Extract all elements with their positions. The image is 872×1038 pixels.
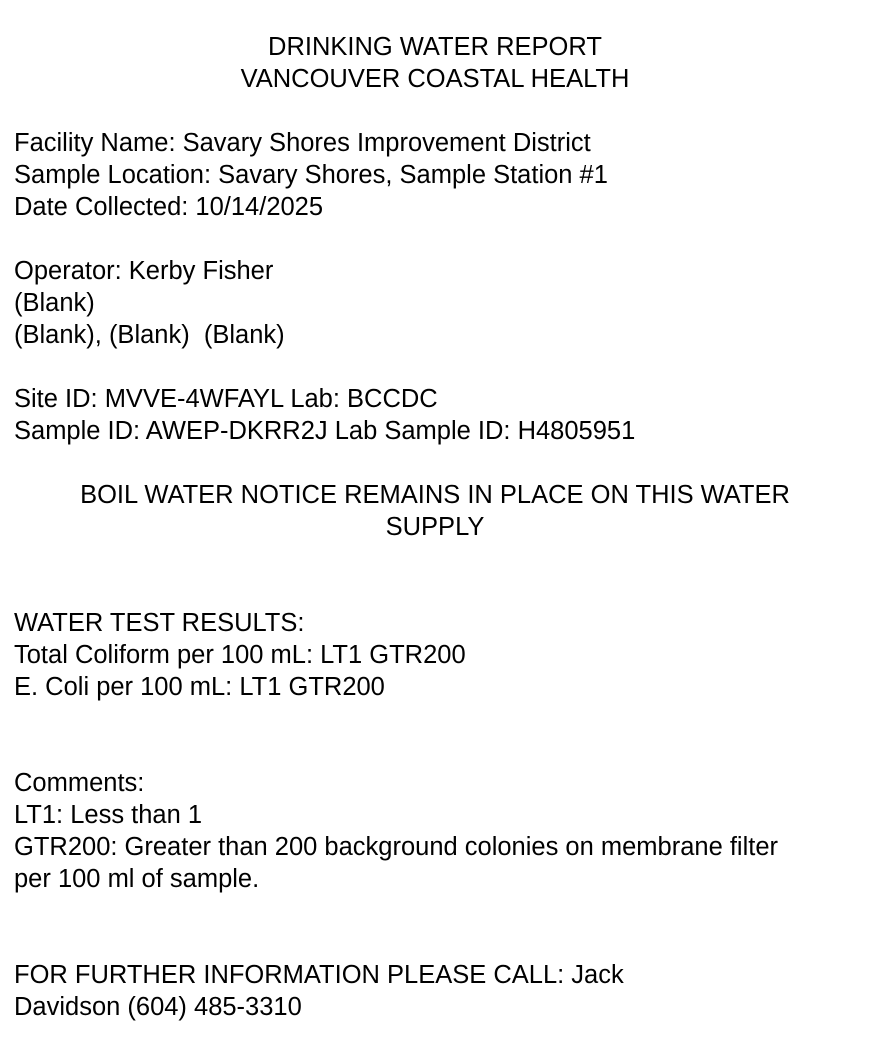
spacer <box>14 447 856 479</box>
spacer <box>14 351 856 383</box>
contact-line1: FOR FURTHER INFORMATION PLEASE CALL: Jack <box>14 961 624 989</box>
site-id-lab: Site ID: MVVE-4WFAYL Lab: BCCDC <box>14 385 438 413</box>
facility-name: Facility Name: Savary Shores Improvement District <box>14 129 591 157</box>
report-title: DRINKING WATER REPORT <box>268 33 602 61</box>
operator-address-line2: (Blank), (Blank) (Blank) <box>14 321 285 349</box>
date-collected: Date Collected: 10/14/2025 <box>14 193 324 221</box>
water-report-document <box>14 31 856 1023</box>
boil-water-notice-line2: SUPPLY <box>385 513 485 541</box>
comment-lt1: LT1: Less than 1 <box>14 801 203 829</box>
sample-location: Sample Location: Savary Shores, Sample Station #1 <box>14 161 608 189</box>
comment-gtr200-line1: GTR200: Greater than 200 background colonies on membrane filter <box>14 833 779 861</box>
operator-address-line1: (Blank) <box>14 289 95 317</box>
contact-line2: Davidson (604) 485-3310 <box>14 993 302 1021</box>
e-coli-result: E. Coli per 100 mL: LT1 GTR200 <box>14 673 385 701</box>
sample-id-lab-sample-id: Sample ID: AWEP-DKRR2J Lab Sample ID: H4805951 <box>14 417 636 445</box>
comments-heading: Comments: <box>14 769 145 797</box>
health-authority: VANCOUVER COASTAL HEALTH <box>240 65 630 93</box>
spacer <box>14 895 856 959</box>
spacer <box>14 95 856 127</box>
comment-gtr200-line2: per 100 ml of sample. <box>14 865 260 893</box>
results-heading: WATER TEST RESULTS: <box>14 609 305 637</box>
operator-name: Operator: Kerby Fisher <box>14 257 274 285</box>
boil-water-notice-line1: BOIL WATER NOTICE REMAINS IN PLACE ON THIS WATER <box>80 481 790 509</box>
spacer <box>14 543 856 607</box>
spacer <box>14 703 856 767</box>
total-coliform-result: Total Coliform per 100 mL: LT1 GTR200 <box>14 641 466 669</box>
spacer <box>14 223 856 255</box>
